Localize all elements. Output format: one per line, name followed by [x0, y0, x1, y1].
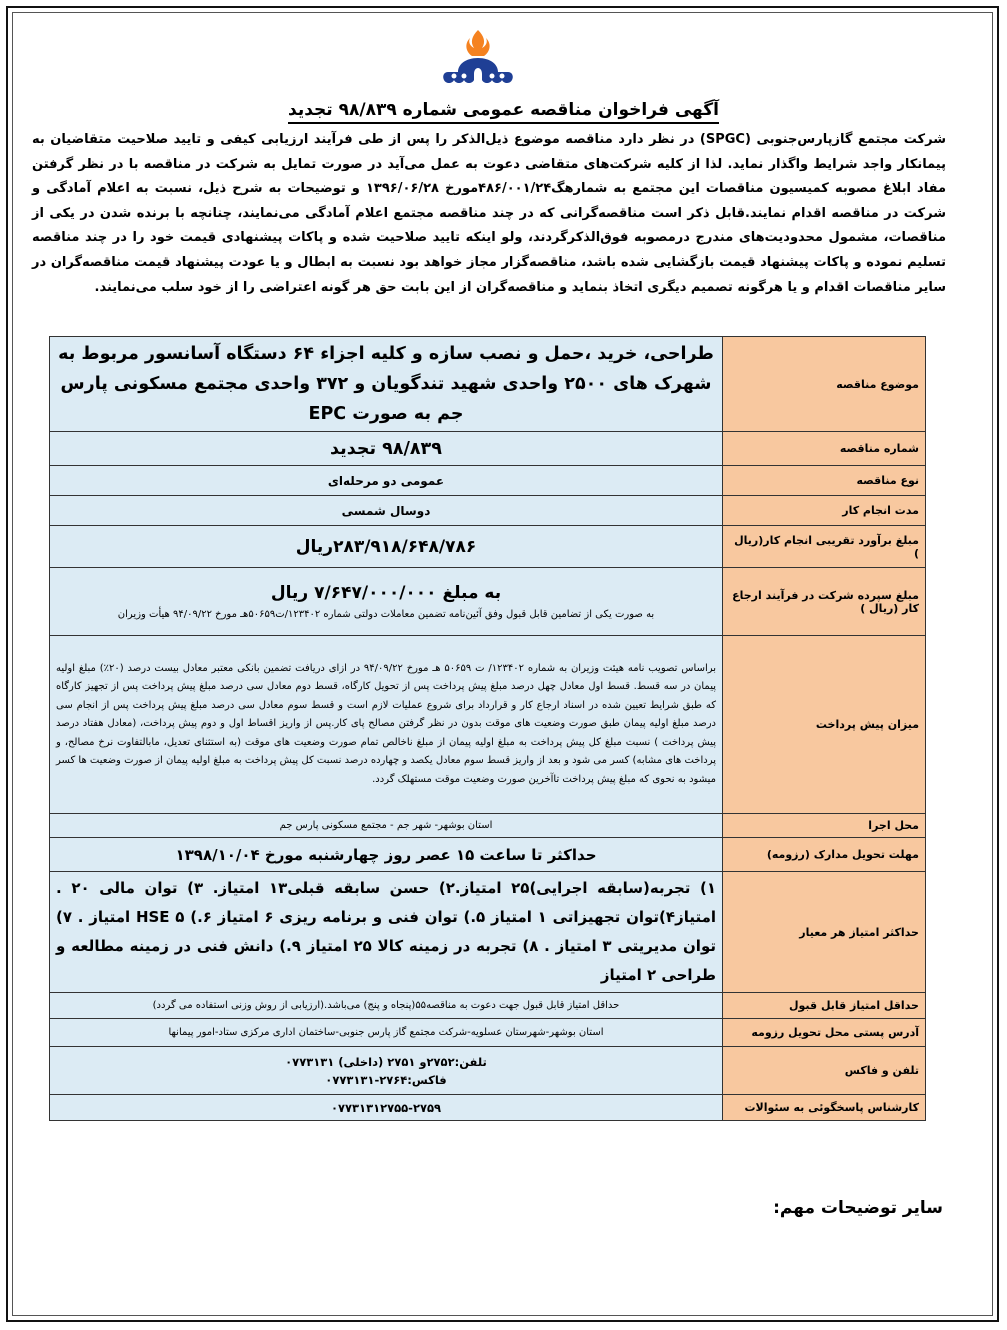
row-prepayment [50, 636, 926, 814]
tender-details-table [49, 336, 926, 1121]
minscore-value: حداقل امتیاز قابل قبول جهت دعوت به مناقصه۵۵(پنجاه و پنج) می‌باشد.(ارزیابی از روش وزنی استفاده می گردد) [50, 993, 723, 1019]
row-criteria [50, 872, 926, 993]
row-expert [50, 1095, 926, 1121]
phone-number: تلفن:۲۷۵۲و ۲۷۵۱ (داخلی) ۰۷۷۳۱۳۱ [285, 1054, 487, 1069]
deposit-cell [50, 568, 723, 636]
subject-label: موضوع مناقصه [723, 337, 926, 432]
deadline-value: حداکثر تا ساعت ۱۵ عصر روز چهارشنبه مورخ ۱۳۹۸/۱۰/۰۴ [50, 838, 723, 872]
row-duration [50, 496, 926, 526]
other-notes-heading: سایر توضیحات مهم: [773, 1198, 943, 1218]
number-value: ۹۸/۸۳۹ تجدید [50, 432, 723, 466]
duration-value: دوسال شمسی [50, 496, 723, 526]
row-deposit [50, 568, 926, 636]
expert-label: کارشناس پاسخگوئی به سئوالات [723, 1095, 926, 1121]
row-deadline [50, 838, 926, 872]
prepayment-label: میزان پیش پرداخت [723, 636, 926, 814]
estimate-value: ۲۸۳/۹۱۸/۶۴۸/۷۸۶ریال [50, 526, 723, 568]
location-label: محل اجرا [723, 814, 926, 838]
duration-label: مدت انجام کار [723, 496, 926, 526]
row-minscore [50, 993, 926, 1019]
expert-value: ۰۷۷۳۱۳۱۲۷۵۵-۲۷۵۹ [50, 1095, 723, 1121]
criteria-label: حداکثر امتیاز هر معیار [723, 872, 926, 993]
phone-cell [50, 1047, 723, 1095]
type-value: عمومی دو مرحله‌ای [50, 466, 723, 496]
minscore-label: حداقل امتیاز قابل قبول [723, 993, 926, 1019]
title-text: آگهی فراخوان مناقصه عمومی شماره ۹۸/۸۳۹ تجدید [288, 100, 719, 124]
address-value: استان بوشهر-شهرستان عسلویه-شرکت مجتمع گاز پارس جنوبی-ساختمان اداری مرکزی ستاد-امور پیمانها [50, 1019, 723, 1047]
deposit-value: به مبلغ ۷/۶۴۷/۰۰۰/۰۰۰ ریال [270, 583, 502, 603]
intro-paragraph: شرکت مجتمع گازپارس‌جنوبی (SPGC) در نظر دارد مناقصه موضوع ذیل‌الذکر را پس از طی فرآیند ارزیابی کیفی و تایید صلاحیت متقاضیان به پیمانکار واجد شرایط واگذار نماید. لذا از کلیه شرکت‌های متقاضی دعوت به عمل می‌آید در صورت تمایل به شرکت در مناقصه با در نظر گرفتن مفاد ابلاغ مصوبه کمیسیون مناقصات این مجتمع به شمارهگ۴۸۶/۰۰۱/۲۴مورخ ۱۳۹۶/۰۶/۲۸ و توضیحات به شرح ذیل، نسبت به اعلام آمادگی و شرکت در مناقصه اقدام نمایند.قابل ذکر است مناقصه‌گرانی که در چند مناقصه مجتمع اعلام آمادگی می‌نمایند، چنانچه با برنده شدن در یکی از مناقصات، مشمول محدودیت‌های مندرج درمصوبه فوق‌الذکرگردند، ولو اینکه تایید صلاحیت شده و پاکات پیشنهادی قیمت خود را در چند مناقصه تسلیم نموده و پاکات پیشنهاد قیمت بازگشایی شده باشد، مناقصه‌گزار مجاز خواهد بود نسبت به ابطال و یا عودت پیشنهاد قیمت مناقصه‌گران در سایر مناقصات اقدام و یا هرگونه تصمیم دیگری اتخاذ بنماید و مناقصه‌گران از این بابت حق هر گونه اعتراضی را از خود سلب می‌نمایند. [32, 132, 946, 295]
row-address [50, 1019, 926, 1047]
type-label: نوع مناقصه [723, 466, 926, 496]
number-label: شماره مناقصه [723, 432, 926, 466]
row-estimate [50, 526, 926, 568]
spgc-flame-logo-icon [440, 28, 516, 90]
deposit-label: مبلغ سپرده شرکت در فرآیند ارجاع کار (ریال ) [723, 568, 926, 636]
row-phone [50, 1047, 926, 1095]
address-label: آدرس پستی محل تحویل رزومه [723, 1019, 926, 1047]
subject-value: طراحی، خرید ،حمل و نصب سازه و کلیه اجزاء ۶۴ دستگاه آسانسور مربوط به شهرک های ۲۵۰۰ واحدی شهید تندگویان و ۳۷۲ واحدی مجتمع مسکونی پارس جم به صورت EPC [50, 337, 723, 432]
prepayment-value: براساس تصویب نامه هیئت وزیران به شماره ۱۲۳۴۰۲/ ت ۵۰۶۵۹ هـ مورخ ۹۴/۰۹/۲۲ در ازای دریافت تضمین بانکی معتبر معادل بیست درصد (۲۰٪) مبلغ اولیه پیمان در سه قسط. قسط اول معادل چهل درصد مبلغ پیش پرداخت پس از تحویل کارگاه، قسط دوم معادل سی درصد مبلغ پیش پرداخت پس از تجهیز کارگاه که طبق شرایط تعیین شده در اسناد ارجاع کار و قرارداد برای شروع عملیات لازم است و قسط سوم معادل سی درصد مبلغ پیش پرداخت پس از انجام سی درصد مبلغ اولیه پیمان طبق صورت وضعیت های موقت بدون در نظر گرفتن مصالح پای کار.پس از واریز اقساط اول و دوم پیش پرداخت، (معادل هفتاد درصد پیش پرداخت ) نسبت مبلغ کل پیش پرداخت به مبلغ اولیه پیمان از مبلغ ناخالص تمام صورت وضعیت های موقت (به استثنای تعدیل، مابالتفاوت نرخ مصالح، و پرداخت های مشابه) کسر می شود و بعد از واریز قسط سوم معادل یکصد و چهارده درصد نسبت کل پیش پرداخت به مبلغ اولیه پیمان از صورت وضعیت ها کسر میشود به نحوی که مبلغ پیش پرداخت تاآخرین صورت وضعیت موقت مستهلک گردد. [50, 636, 723, 814]
row-type [50, 466, 926, 496]
criteria-value: ۱) تجربه(سابقه اجرایی)۲۵ امتیاز.۲) حسن سابقه قبلی۱۳ امتیاز. ۳) توان مالی ۲۰ . امتیاز۴)توان تجهیزاتی ۱ امتیاز ۵.) توان فنی و برنامه ریزی ۶ امتیاز ۶.) HSE ۵ امتیاز . ۷) توان مدیریتی ۳ امتیاز . ۸) تجربه در زمینه کالا ۲۵ امتیاز ۹.) دانش فنی در زمینه مطالعه و طراحی ۲ امتیاز [50, 872, 723, 993]
deadline-label: مهلت تحویل مدارک (رزومه) [723, 838, 926, 872]
deposit-note: به صورت یکی از تضامین قابل قبول وفق آئین‌نامه تضمین معاملات دولتی شماره ۱۲۳۴۰۲/ت۵۰۶۵۹هـ مورخ ۹۴/۰۹/۲۲ هیأت وزیران [117, 609, 655, 620]
location-value: استان بوشهر- شهر جم - مجتمع مسکونی پارس جم [50, 814, 723, 838]
row-subject [50, 337, 926, 432]
phone-label: تلفن و فاکس [723, 1047, 926, 1095]
fax-number: فاکس:۲۷۶۴-۰۷۷۳۱۳۱ [325, 1072, 447, 1087]
page-title [0, 100, 1007, 120]
estimate-label: مبلغ برآورد تقریبی انجام کار(ریال ) [723, 526, 926, 568]
row-location [50, 814, 926, 838]
row-number [50, 432, 926, 466]
